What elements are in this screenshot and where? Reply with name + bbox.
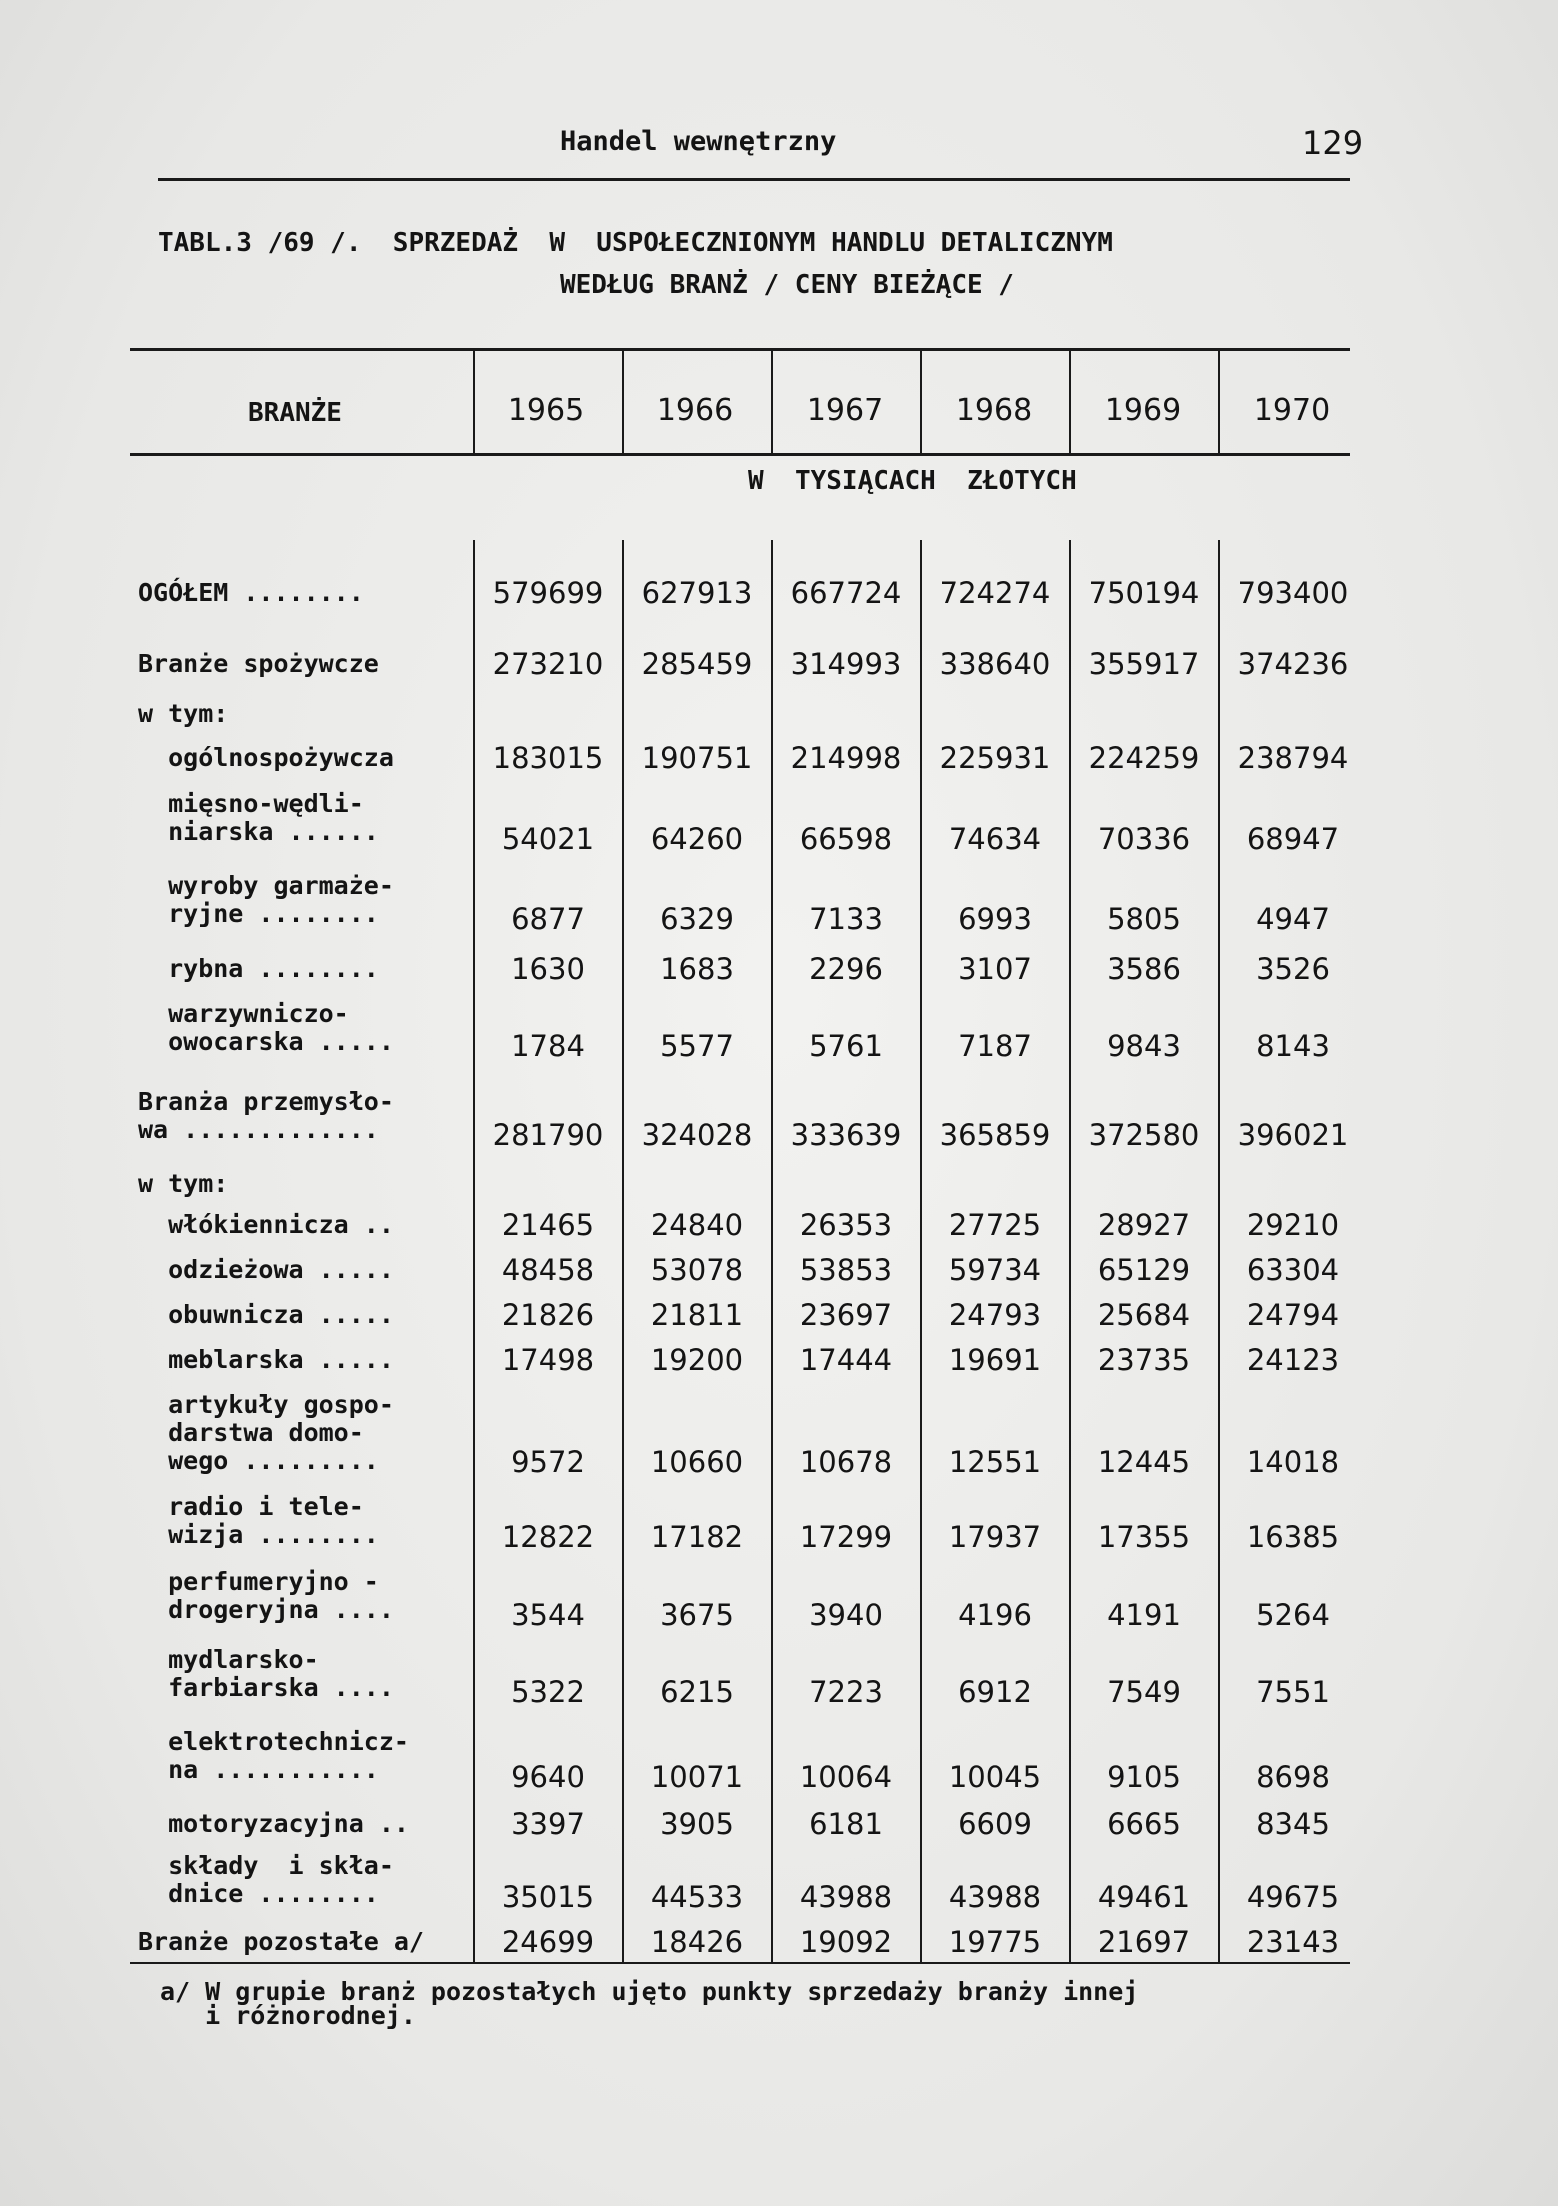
- table-cell: 12551: [948, 1445, 1042, 1479]
- table-cell: 9843: [1107, 1029, 1181, 1063]
- table-cell: 48458: [501, 1253, 595, 1287]
- table-cell: 10064: [799, 1760, 893, 1794]
- table-cell: 627913: [641, 576, 753, 610]
- table-cell: 396021: [1237, 1118, 1349, 1152]
- table-cell: 29210: [1246, 1208, 1340, 1242]
- table-cell: 4191: [1107, 1598, 1181, 1632]
- table-cell: 18426: [650, 1925, 744, 1959]
- table-cell: 8345: [1256, 1807, 1330, 1841]
- table-cell: 49461: [1097, 1880, 1191, 1914]
- table-cell: 338640: [939, 647, 1051, 681]
- row-label: ogólnospożywcza: [138, 743, 394, 772]
- table-cell: 53853: [799, 1253, 893, 1287]
- row-label: perfumeryjno - drogeryjna ....: [168, 1567, 394, 1624]
- table-cell: 10660: [650, 1445, 744, 1479]
- table-cell: 6912: [958, 1675, 1032, 1709]
- table-cell: 14018: [1246, 1445, 1340, 1479]
- row-label: OGÓŁEM ........: [138, 578, 364, 607]
- unit-label: W TYSIĄCACH ZŁOTYCH: [748, 466, 1077, 496]
- table-cell: 9640: [511, 1760, 585, 1794]
- table-cell: 214998: [790, 741, 902, 775]
- table-cell: 8698: [1256, 1760, 1330, 1794]
- table-cell: 12822: [501, 1520, 595, 1554]
- table-cell: 7551: [1256, 1675, 1330, 1709]
- table-cell: 3526: [1256, 952, 1330, 986]
- table-bottom-rule: [130, 1962, 1350, 1964]
- table-cell: 6329: [660, 902, 734, 936]
- table-cell: 224259: [1088, 741, 1200, 775]
- table-cell: 19200: [650, 1343, 744, 1377]
- table-cell: 750194: [1088, 576, 1200, 610]
- table-cell: 1784: [511, 1029, 585, 1063]
- table-cell: 6993: [958, 902, 1032, 936]
- table-cell: 7223: [809, 1675, 883, 1709]
- table-cell: 324028: [641, 1118, 753, 1152]
- column-header-branze: BRANŻE: [248, 398, 342, 428]
- table-cell: 374236: [1237, 647, 1349, 681]
- table-cell: 183015: [492, 741, 604, 775]
- table-cell: 7187: [958, 1029, 1032, 1063]
- table-cell: 43988: [799, 1880, 893, 1914]
- table-cell: 43988: [948, 1880, 1042, 1914]
- row-label: składy i skła- dnice ........: [168, 1851, 394, 1908]
- table-cell: 6181: [809, 1807, 883, 1841]
- table-cell: 724274: [939, 576, 1051, 610]
- table-cell: 667724: [790, 576, 902, 610]
- table-subtitle: WEDŁUG BRANŻ / CENY BIEŻĄCE /: [560, 270, 1014, 300]
- table-cell: 1683: [660, 952, 734, 986]
- row-label: odzieżowa .....: [138, 1255, 394, 1284]
- table-cell: 49675: [1246, 1880, 1340, 1914]
- table-cell: 24794: [1246, 1298, 1340, 1332]
- table-cell: 314993: [790, 647, 902, 681]
- table-cell: 190751: [641, 741, 753, 775]
- table-cell: 17444: [799, 1343, 893, 1377]
- table-cell: 25684: [1097, 1298, 1191, 1332]
- table-cell: 19092: [799, 1925, 893, 1959]
- table-cell: 6877: [511, 902, 585, 936]
- table-cell: 16385: [1246, 1520, 1340, 1554]
- row-label: Branże pozostałe a/: [138, 1927, 424, 1956]
- table-cell: 12445: [1097, 1445, 1191, 1479]
- table-cell: 68947: [1246, 822, 1340, 856]
- table-cell: 372580: [1088, 1118, 1200, 1152]
- year-header-1965: 1965: [507, 393, 585, 428]
- table-cell: 3940: [809, 1598, 883, 1632]
- row-label: wyroby garmaże- ryjne ........: [168, 871, 394, 928]
- table-cell: 285459: [641, 647, 753, 681]
- table-cell: 4196: [958, 1598, 1032, 1632]
- table-cell: 35015: [501, 1880, 595, 1914]
- row-label: meblarska .....: [138, 1345, 394, 1374]
- header-divider: [920, 351, 922, 453]
- table-cell: 19775: [948, 1925, 1042, 1959]
- header-divider: [1218, 351, 1220, 453]
- table-cell: 9105: [1107, 1760, 1181, 1794]
- table-cell: 17498: [501, 1343, 595, 1377]
- table-cell: 793400: [1237, 576, 1349, 610]
- table-cell: 74634: [948, 822, 1042, 856]
- table-cell: 3107: [958, 952, 1032, 986]
- table-top-rule: [130, 348, 1350, 351]
- header-divider: [771, 351, 773, 453]
- table-cell: 365859: [939, 1118, 1051, 1152]
- row-label: artykuły gospo- darstwa domo- wego .........: [168, 1390, 394, 1475]
- year-header-1970: 1970: [1253, 393, 1331, 428]
- table-cell: 10678: [799, 1445, 893, 1479]
- table-cell: 27725: [948, 1208, 1042, 1242]
- table-cell: 333639: [790, 1118, 902, 1152]
- table-cell: 6609: [958, 1807, 1032, 1841]
- table-cell: 65129: [1097, 1253, 1191, 1287]
- table-cell: 59734: [948, 1253, 1042, 1287]
- table-cell: 10071: [650, 1760, 744, 1794]
- table-cell: 3675: [660, 1598, 734, 1632]
- table-cell: 3905: [660, 1807, 734, 1841]
- year-header-1969: 1969: [1104, 393, 1182, 428]
- table-cell: 3586: [1107, 952, 1181, 986]
- table-title: TABL.3 /69 /. SPRZEDAŻ W USPOŁECZNIONYM HANDLU DETALICZNYM: [158, 228, 1113, 258]
- table-cell: 273210: [492, 647, 604, 681]
- table-cell: 238794: [1237, 741, 1349, 775]
- row-label: w tym:: [138, 699, 229, 728]
- row-label: mięsno-wędli- niarska ......: [168, 789, 379, 846]
- row-label: motoryzacyjna ..: [138, 1809, 409, 1838]
- row-label: Branża przemysło- wa .............: [138, 1087, 394, 1144]
- table-cell: 63304: [1246, 1253, 1340, 1287]
- table-cell: 5264: [1256, 1598, 1330, 1632]
- header-divider: [473, 351, 475, 453]
- table-cell: 5577: [660, 1029, 734, 1063]
- table-cell: 9572: [511, 1445, 585, 1479]
- table-cell: 7549: [1107, 1675, 1181, 1709]
- running-head: [0, 126, 1558, 166]
- table-cell: 21826: [501, 1298, 595, 1332]
- table-cell: 17182: [650, 1520, 744, 1554]
- table-cell: 23697: [799, 1298, 893, 1332]
- year-header-1966: 1966: [656, 393, 734, 428]
- table-cell: 53078: [650, 1253, 744, 1287]
- table-cell: 2296: [809, 952, 883, 986]
- table-cell: 3397: [511, 1807, 585, 1841]
- table-cell: 66598: [799, 822, 893, 856]
- table-cell: 26353: [799, 1208, 893, 1242]
- year-header-1968: 1968: [955, 393, 1033, 428]
- table-cell: 21697: [1097, 1925, 1191, 1959]
- header-rule: [158, 178, 1350, 181]
- table-cell: 5805: [1107, 902, 1181, 936]
- table-cell: 5322: [511, 1675, 585, 1709]
- table-cell: 24840: [650, 1208, 744, 1242]
- page-number: 129: [1302, 124, 1364, 162]
- table-cell: 225931: [939, 741, 1051, 775]
- table-cell: 24699: [501, 1925, 595, 1959]
- year-header-1967: 1967: [806, 393, 884, 428]
- table-cell: 3544: [511, 1598, 585, 1632]
- table-cell: 6665: [1107, 1807, 1181, 1841]
- footnote: a/ W grupie branż pozostałych ujęto punkty sprzedaży branży innej i różnorodnej.: [160, 1977, 1139, 2030]
- table-cell: 28927: [1097, 1208, 1191, 1242]
- row-label: radio i tele- wizja ........: [168, 1492, 379, 1549]
- table-cell: 10045: [948, 1760, 1042, 1794]
- table-cell: 21465: [501, 1208, 595, 1242]
- header-divider: [1069, 351, 1071, 453]
- table-cell: 24123: [1246, 1343, 1340, 1377]
- table-cell: 4947: [1256, 902, 1330, 936]
- table-cell: 24793: [948, 1298, 1042, 1332]
- table-cell: 7133: [809, 902, 883, 936]
- table-cell: 23735: [1097, 1343, 1191, 1377]
- row-label: warzywniczo- owocarska .....: [168, 999, 394, 1056]
- table-cell: 8143: [1256, 1029, 1330, 1063]
- table-cell: 21811: [650, 1298, 744, 1332]
- row-label: włókiennicza ..: [138, 1210, 394, 1239]
- table-cell: 19691: [948, 1343, 1042, 1377]
- row-label: elektrotechnicz- na ...........: [168, 1727, 409, 1784]
- row-label: Branże spożywcze: [138, 649, 379, 678]
- table-cell: 5761: [809, 1029, 883, 1063]
- table-cell: 1630: [511, 952, 585, 986]
- table-cell: 17937: [948, 1520, 1042, 1554]
- row-label: obuwnicza .....: [138, 1300, 394, 1329]
- table-cell: 355917: [1088, 647, 1200, 681]
- table-cell: 17355: [1097, 1520, 1191, 1554]
- table-cell: 64260: [650, 822, 744, 856]
- table-cell: 579699: [492, 576, 604, 610]
- row-label: w tym:: [138, 1169, 229, 1198]
- row-label: mydlarsko- farbiarska ....: [168, 1645, 394, 1702]
- table-cell: 23143: [1246, 1925, 1340, 1959]
- table-cell: 70336: [1097, 822, 1191, 856]
- table-cell: 54021: [501, 822, 595, 856]
- header-divider: [622, 351, 624, 453]
- table-cell: 281790: [492, 1118, 604, 1152]
- table-cell: 17299: [799, 1520, 893, 1554]
- running-title: Handel wewnętrzny: [560, 126, 837, 157]
- table-cell: 6215: [660, 1675, 734, 1709]
- header-bottom-rule: [130, 453, 1350, 456]
- row-label: rybna ........: [138, 954, 379, 983]
- table-cell: 44533: [650, 1880, 744, 1914]
